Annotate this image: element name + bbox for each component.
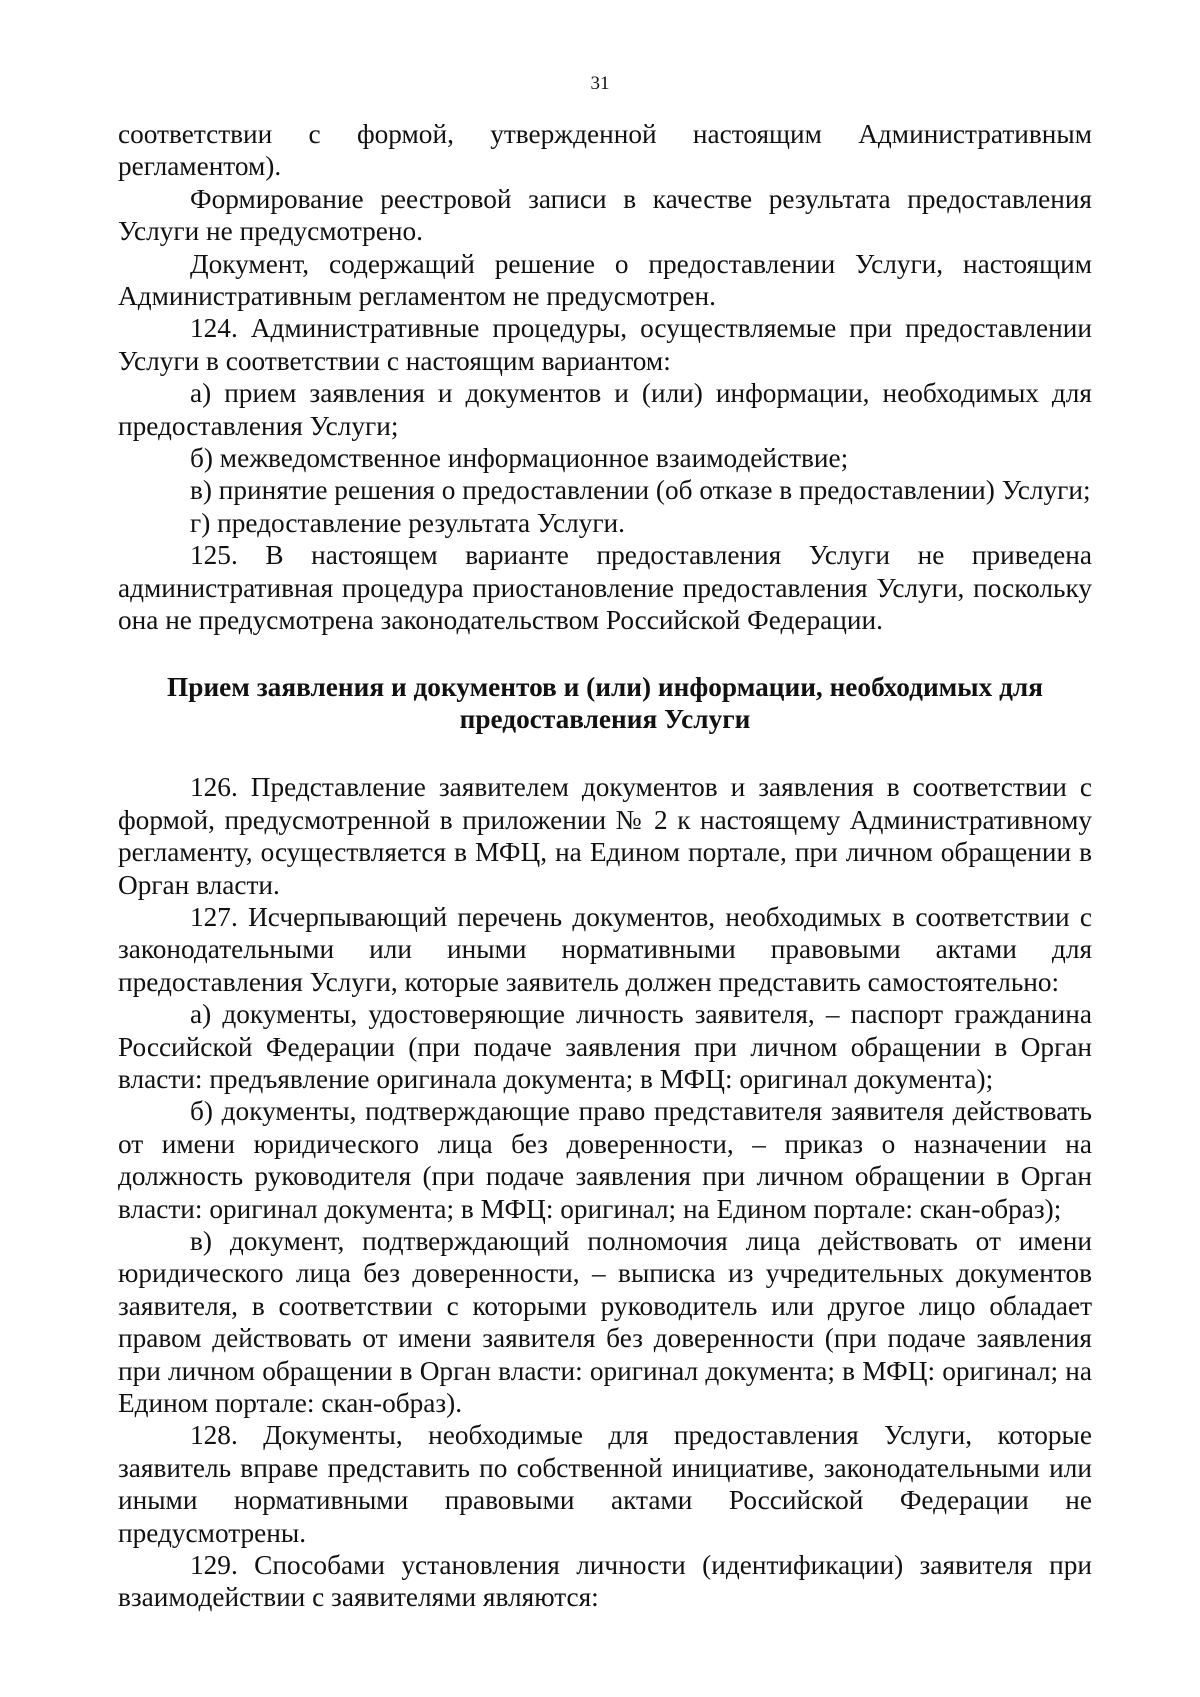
list-item-b: б) документы, подтверждающие право представителя заявителя действовать от имени юридического лица без доверенности, – приказ о назначении на должность руководителя (при подаче заявления при личном обращении в Орган власти: оригинал документа; в МФЦ: оригинал; на Едином портале: скан-образ); <box>118 1096 1092 1224</box>
paragraph-125: 125. В настоящем варианте предоставления Услуги не приведена административная процедура приостановление предоставления Услуги, поскольку она не предусмотрена законодательством Российской Федерации. <box>118 540 1092 636</box>
list-item-b: б) межведомственное информационное взаимодействие; <box>190 443 849 474</box>
paragraph-127: 127. Исчерпывающий перечень документов, необходимых в соответствии с законодательными или иными нормативными правовыми актами для предоставления Услуги, которые заявитель должен представить самостоятельно: <box>118 901 1092 997</box>
paragraph-126: 126. Представление заявителем документов и заявления в соответствии с формой, предусмотренной в приложении № 2 к настоящему Административному регламенту, осуществляется в МФЦ, на Едином портале, при личном обращении в Орган власти. <box>118 772 1092 900</box>
paragraph: Документ, содержащий решение о предоставлении Услуги, настоящим Административным регламентом не предусмотрен. <box>118 248 1092 312</box>
paragraph-continuation: соответствии с формой, утвержденной настоящим Административным регламентом). <box>118 119 1092 182</box>
paragraph-129: 129. Способами установления личности (идентификации) заявителя при взаимодействии с заявителями являются: <box>118 1550 1092 1613</box>
page-number: 31 <box>590 73 610 94</box>
paragraph-124: 124. Административные процедуры, осуществляемые при предоставлении Услуги в соответствии с настоящим вариантом: <box>118 313 1092 376</box>
section-heading: Прием заявления и документов и (или) информации, необходимых для предоставления Услуги <box>167 671 1043 734</box>
list-item-a: а) прием заявления и документов и (или) информации, необходимых для предоставления Услуги; <box>118 378 1092 441</box>
paragraph-128: 128. Документы, необходимые для предоставления Услуги, которые заявитель вправе представить по собственной инициативе, законодательными или иными нормативными правовыми актами Российской Федерации не предусмотрены. <box>118 1420 1092 1548</box>
list-item-a: а) документы, удостоверяющие личность заявителя, – паспорт гражданина Российской Федерации (при подаче заявления при личном обращении в Орган власти: предъявление оригинала документа; в МФЦ: оригинал документа); <box>118 999 1092 1094</box>
list-item-v: в) документ, подтверждающий полномочия лица действовать от имени юридического лица без доверенности, – выписка из учредительных документов заявителя, в соответствии с которыми руководитель или другое лицо обладает правом действовать от имени заявителя без доверенности (при подаче заявления при личном обращении в Орган власти: оригинал документа; в МФЦ: оригинал; на Едином портале: скан-образ). <box>118 1226 1092 1419</box>
list-item-g: г) предоставление результата Услуги. <box>190 507 625 538</box>
paragraph: Формирование реестровой записи в качестве результата предоставления Услуги не предусмотрено. <box>118 183 1092 247</box>
document-body <box>118 118 1092 1614</box>
list-item-v: в) принятие решения о предоставлении (об отказе в предоставлении) Услуги; <box>190 475 1091 506</box>
